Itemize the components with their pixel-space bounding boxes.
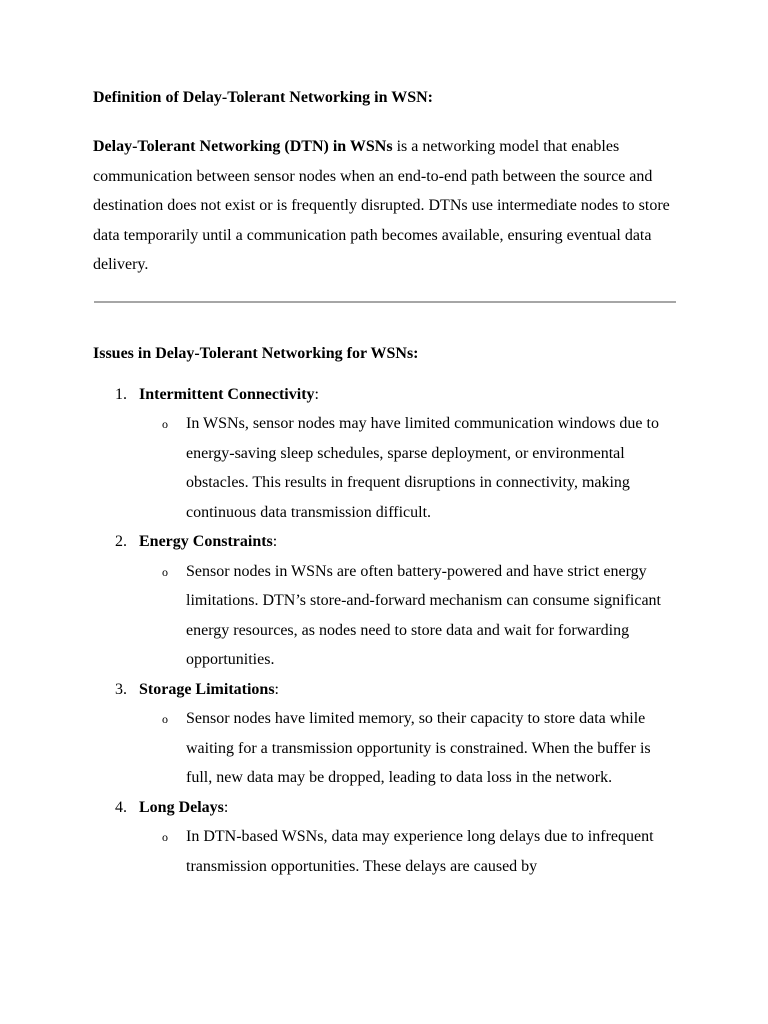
issue-number: 4. [115, 798, 127, 816]
definition-term: Delay-Tolerant Networking (DTN) in WSNs [93, 138, 393, 155]
issue-title: Storage Limitations [139, 680, 275, 698]
issue-item-energy-constraints [93, 527, 677, 675]
issue-detail-text: Sensor nodes in WSNs are often battery-powered and have strict energy limitations. DTN’s store-and-forward mechanism can consume significant energy resources, as nodes need to store data and wait for forwarding opportunities. [186, 562, 661, 668]
issue-item-intermittent-connectivity [93, 380, 677, 528]
issues-list [93, 380, 677, 882]
circle-bullet-icon: o [162, 830, 168, 844]
issue-header [93, 793, 677, 823]
issue-colon: : [223, 798, 229, 816]
issue-title: Long Delays [139, 798, 224, 816]
section-divider [94, 301, 676, 303]
issue-detail [93, 822, 677, 881]
issue-number: 2. [115, 533, 127, 550]
issues-heading: Issues in Delay-Tolerant Networking for WSNs: [93, 344, 419, 362]
issue-number: 3. [115, 680, 127, 698]
issue-detail [93, 557, 677, 675]
definition-text: is a networking model that enables communication between sensor nodes when an end-to-end path between the source and destination does not exist or is frequently disrupted. DTNs use intermediate nodes to store data temporarily until a communication path becomes available, ensuring eventual data delivery. [93, 138, 670, 273]
circle-bullet-icon: o [162, 712, 168, 726]
issue-header [93, 675, 677, 705]
issue-detail-text: In WSNs, sensor nodes may have limited communication windows due to energy-saving sleep schedules, sparse deployment, or environmental obstacles. This results in frequent disruptions in connectivity, making continuous data transmission difficult. [186, 415, 659, 521]
issue-colon: : [314, 385, 319, 403]
issue-detail-text: In DTN-based WSNs, data may experience long delays due to infrequent transmission opportunities. These delays are caused by [186, 828, 654, 875]
issue-header [93, 527, 677, 557]
issue-detail [93, 409, 677, 527]
issue-detail-text: Sensor nodes have limited memory, so their capacity to store data while waiting for a transmission opportunity is constrained. When the buffer is full, new data may be dropped, leading to data loss in the network. [186, 710, 651, 786]
circle-bullet-icon: o [162, 417, 168, 431]
issue-title: Intermittent Connectivity [139, 385, 315, 403]
issue-detail [93, 704, 677, 793]
document-page [93, 86, 677, 881]
issue-header [93, 380, 677, 410]
issue-colon: : [272, 533, 278, 550]
issue-item-storage-limitations [93, 675, 677, 793]
issue-colon: : [274, 680, 279, 698]
definition-heading: Definition of Delay-Tolerant Networking in WSN: [93, 89, 433, 106]
issue-title: Energy Constraints [139, 533, 273, 550]
definition-paragraph [93, 132, 677, 280]
issue-item-long-delays [93, 793, 677, 882]
circle-bullet-icon: o [162, 564, 168, 579]
issue-number: 1. [115, 385, 127, 403]
